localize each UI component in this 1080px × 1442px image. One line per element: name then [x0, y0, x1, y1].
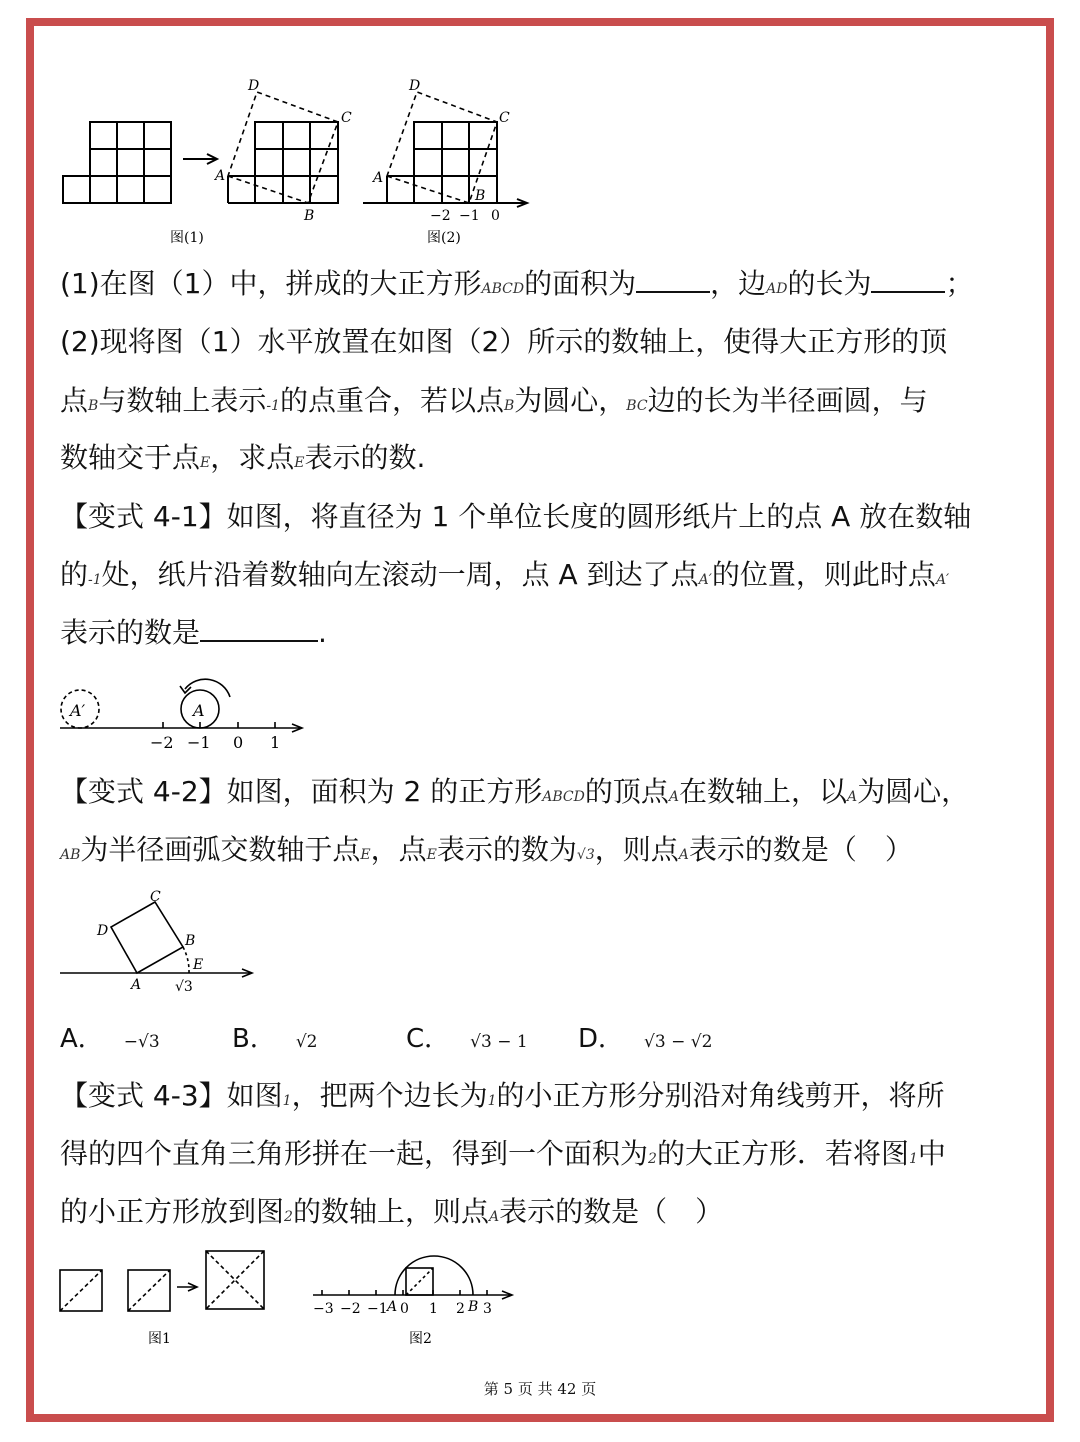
label-b: B: [468, 1299, 479, 1315]
label-a: A: [193, 701, 205, 720]
label-a-prime: A′: [70, 701, 86, 720]
caption-fig1: 图1: [148, 1331, 171, 1347]
label-a2: A: [373, 170, 384, 186]
tick-label: 2: [456, 1301, 465, 1317]
problem-part1: (1)在图（1）中，拼成的大正方形ABCD的面积为 ，边AD的长为 ；: [60, 267, 974, 300]
option-d[interactable]: D． √3 − √2: [578, 1024, 713, 1054]
tick-label: −1: [459, 208, 480, 224]
label-d: D: [97, 923, 109, 939]
option-a[interactable]: A． −√3: [60, 1024, 160, 1054]
variant-4-2-line1: 【变式 4-2】如图，面积为 2 的正方形ABCD的顶点A在数轴上，以A为圆心，: [60, 775, 970, 808]
label-b: B: [185, 933, 196, 949]
figure-4-1: [55, 672, 315, 752]
tick-label: 0: [491, 208, 500, 224]
variant-4-1-line3: 表示的数是 .: [60, 616, 327, 649]
tick-label: 0: [400, 1301, 409, 1317]
label-b2: B: [475, 188, 486, 204]
tick-label: 0: [233, 733, 244, 752]
sqrt3-label: √3: [175, 979, 193, 995]
figure-4-3: [55, 1245, 530, 1355]
variant-4-3-line3: 的小正方形放到图2的数轴上，则点A表示的数是（ ）: [60, 1195, 724, 1228]
tick-label: 3: [483, 1301, 492, 1317]
variant-4-1-line1: 【变式 4-1】如图，将直径为 1 个单位长度的圆形纸片上的点 A 放在数轴: [60, 500, 972, 533]
variant-4-3-line2: 得的四个直角三角形拼在一起，得到一个面积为2的大正方形．若将图1中: [60, 1137, 946, 1170]
label-e: E: [193, 957, 204, 973]
label-c: C: [341, 110, 352, 126]
tick-label: −2: [340, 1301, 361, 1317]
figure-4-2: [55, 885, 265, 1000]
tick-label: 1: [429, 1301, 438, 1317]
tick-label: 1: [270, 733, 281, 752]
page-footer: 第 5 页 共 42 页: [483, 1380, 597, 1398]
caption-fig1: 图(1): [170, 230, 204, 246]
label-d2: D: [409, 78, 421, 94]
tick-label: −3: [313, 1301, 334, 1317]
label-a: A: [131, 977, 142, 993]
label-d: D: [248, 78, 260, 94]
label-c: C: [150, 889, 161, 905]
label-b: B: [304, 208, 315, 224]
caption-fig2: 图2: [409, 1331, 432, 1347]
problem-part2-line2: 点B与数轴上表示-1的点重合，若以点B为圆心，BC边的长为半径画圆，与: [60, 384, 928, 417]
label-a: A: [387, 1299, 398, 1315]
variant-4-3-line1: 【变式 4-3】如图1，把两个边长为1的小正方形分别沿对角线剪开，将所: [60, 1079, 945, 1112]
label-c2: C: [499, 110, 510, 126]
tick-label: −2: [150, 733, 174, 752]
variant-4-1-line2: 的-1处，纸片沿着数轴向左滚动一周，点 A 到达了点A′的位置，则此时点A′: [60, 558, 950, 591]
option-b[interactable]: B． √2: [232, 1024, 318, 1054]
tick-label: −2: [430, 208, 451, 224]
tick-label: −1: [367, 1301, 388, 1317]
variant-4-2-line2: AB为半径画弧交数轴于点E，点E表示的数为√3，则点A表示的数是（ ）: [60, 833, 913, 866]
option-c[interactable]: C． √3 − 1: [406, 1024, 528, 1054]
problem-part2-line3: 数轴交于点E，求点E表示的数.: [60, 441, 426, 474]
problem-part2: (2)现将图（1）水平放置在如图（2）所示的数轴上，使得大正方形的顶: [60, 325, 948, 358]
label-a: A: [215, 168, 226, 184]
caption-fig2: 图(2): [427, 230, 461, 246]
figure-top: [55, 72, 555, 252]
tick-label: −1: [187, 733, 211, 752]
